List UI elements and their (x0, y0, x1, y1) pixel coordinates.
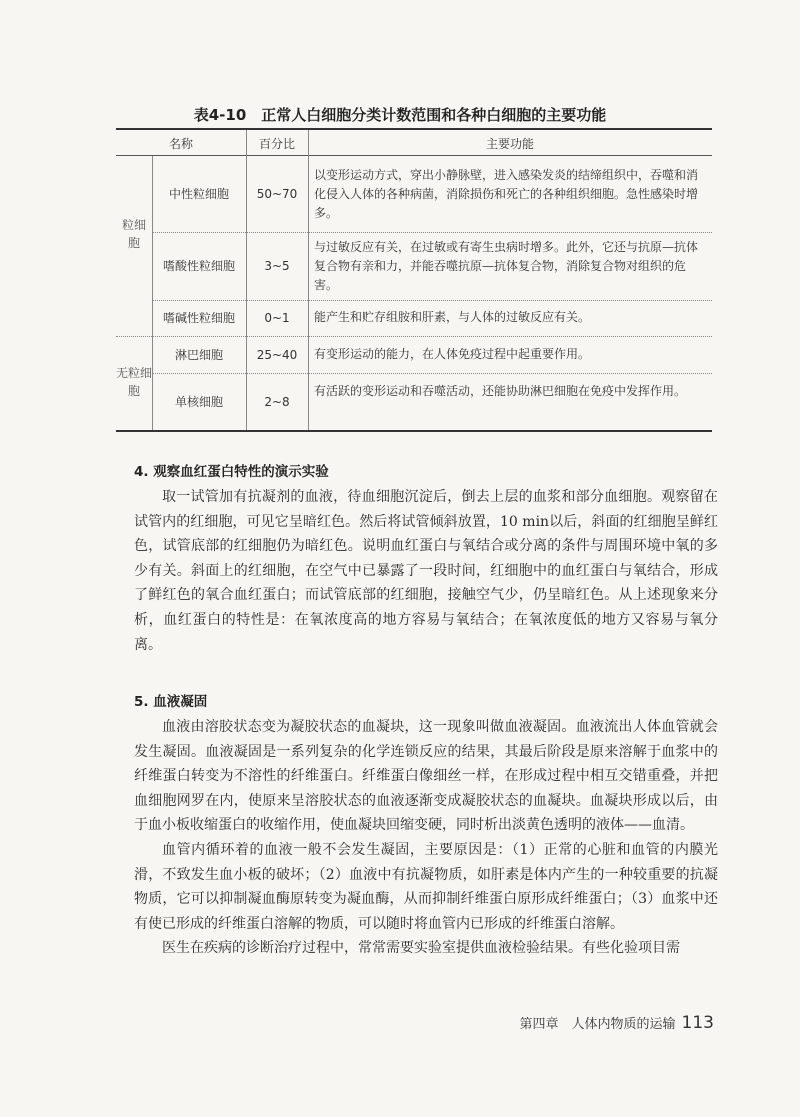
row-percent: 50~70 (256, 187, 298, 201)
section-body (134, 485, 718, 657)
group-agranulocyte: 无粒细胞 (116, 366, 153, 398)
section-body (134, 715, 718, 961)
row-name: 嗜酸性粒细胞 (162, 259, 235, 273)
section-heading: 4. 观察血红蛋白特性的演示实验 (134, 464, 329, 480)
group-granulocyte: 粒细胞 (121, 218, 146, 250)
paragraph: 血管内循环着的血液一般不会发生凝固，主要原因是：（1）正常的心脏和血管的内膜光滑，不致发生血小板的破坏；（2）血液中有抗凝物质，如肝素是体内产生的一种较重要的抗凝物质，它可以抑制凝血酶原转变为凝血酶，从而抑制纤维蛋白原形成纤维蛋白；（3）血浆中还有使已形成的纤维蛋白溶解的物质，可以随时将血管内已形成的纤维蛋白溶解。 (134, 841, 718, 932)
table-bottom-rule (116, 430, 712, 432)
page-footer (520, 1013, 714, 1033)
table-row-separator (152, 373, 712, 374)
table-vline-percent (308, 130, 309, 430)
paragraph: 医生在疾病的诊断治疗过程中，常常需要实验室提供血液检验结果。有些化验项目需 (162, 940, 680, 957)
paragraph: 取一试管加有抗凝剂的血液，待血细胞沉淀后，倒去上层的血浆和部分血细胞。观察留在试管内的红细胞，可见它呈暗红色。然后将试管倾斜放置，10 min以后，斜面的红细胞呈鲜红色，试管底部的红细胞仍为暗红色。说明血红蛋白与氧结合或分离的条件与周围环境中氧的多少有关。斜面上的红细胞，在空气中已暴露了一段时间，红细胞中的血红蛋白与氧结合，形成了鲜红色的氧合血红蛋白；而试管底部的红细胞，接触空气少，仍呈暗红色。从上述现象来分析，血红蛋白的特性是：在氧浓度高的地方容易与氧结合；在氧浓度低的地方又容易与氧分离。 (134, 489, 718, 653)
row-name: 中性粒细胞 (168, 187, 229, 201)
table-row-separator (152, 232, 712, 233)
table-vline-name (246, 130, 247, 430)
table-top-rule (116, 128, 712, 130)
row-name: 单核细胞 (174, 395, 223, 409)
table-header-percent: 百分比 (258, 137, 295, 151)
page-number: 113 (681, 1013, 714, 1033)
table-group-separator (116, 336, 712, 337)
table-header-name: 名称 (168, 137, 193, 151)
paragraph: 血液由溶胶状态变为凝胶状态的血凝块，这一现象叫做血液凝固。血液流出人体血管就会发生凝固。血液凝固是一系列复杂的化学连锁反应的结果，其最后阶段是原来溶解于血浆中的纤维蛋白转变为不溶性的纤维蛋白。纤维蛋白像细丝一样，在形成过程中相互交错重叠，并把血细胞网罗在内，使原来呈溶胶状态的血液逐渐变成凝胶状态的血凝块。血凝块形成以后，由于血小板收缩蛋白的收缩作用，使血凝块回缩变硬，同时析出淡黄色透明的液体——血清。 (134, 719, 718, 834)
row-name: 淋巴细胞 (174, 348, 223, 362)
table-title: 表4-10 正常人白细胞分类计数范围和各种白细胞的主要功能 (193, 106, 607, 124)
row-function: 能产生和贮存组胺和肝素，与人体的过敏反应有关。 (314, 310, 591, 324)
row-function: 与过敏反应有关，在过敏或有寄生虫病时增多。此外，它还与抗原—抗体复合物有亲和力，并能吞噬抗原—抗体复合物，消除复合物对组织的危害。 (314, 240, 699, 292)
row-percent: 2~8 (264, 395, 290, 409)
row-percent: 3~5 (264, 259, 290, 273)
row-function: 以变形运动方式，穿出小静脉壁，进入感染发炎的结缔组织中，吞噬和消化侵入人体的各种病菌，消除损伤和死亡的各种组织细胞。急性感染时增多。 (314, 168, 699, 220)
table-row-separator (152, 300, 712, 301)
section-heading: 5. 血液凝固 (134, 694, 208, 710)
chapter-title: 第四章 人体内物质的运输 (519, 1017, 676, 1032)
row-name: 嗜碱性粒细胞 (162, 311, 235, 325)
table-header-rule (116, 155, 712, 156)
row-percent: 25~40 (256, 348, 298, 362)
row-function: 有活跃的变形运动和吞噬活动，还能协助淋巴细胞在免疫中发挥作用。 (314, 384, 687, 398)
row-function: 有变形运动的能力，在人体免疫过程中起重要作用。 (314, 347, 591, 361)
row-percent: 0~1 (264, 311, 290, 325)
table-header-function: 主要功能 (485, 137, 534, 151)
